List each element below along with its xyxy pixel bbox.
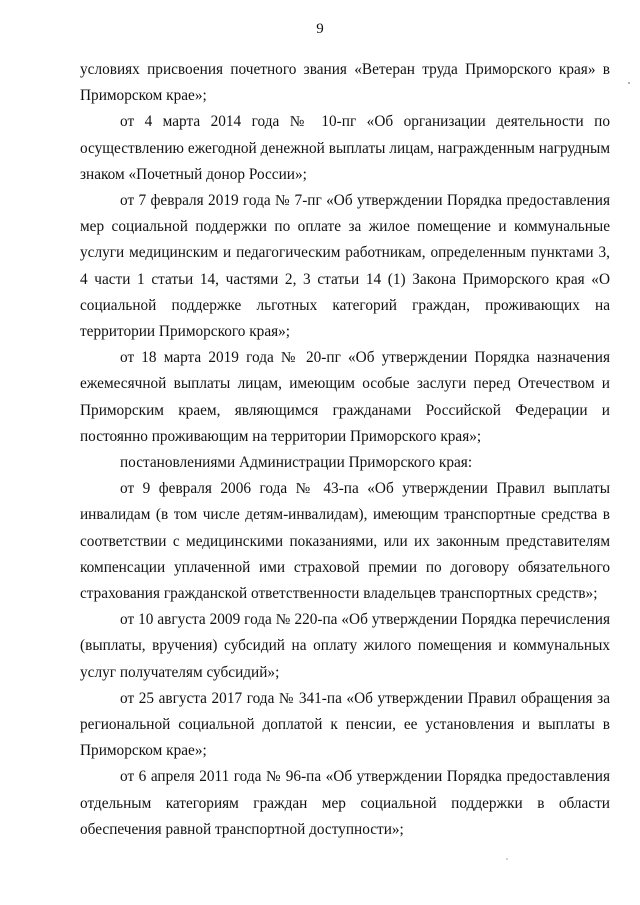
paragraph-resolution-43-pa: от 9 февраля 2006 года № 43-па «Об утверждении Правил выплаты инвалидам (в том числе детям-инвалидам), имеющим транспортные средства в соответствии с медицинскими показаниями, или их законным представителям компенсации уплаченной ими страховой премии по договору обязательного страхования гражданской ответственности владельцев транспортных средств»; [80, 480, 610, 603]
paragraph-decree-20-pg: от 18 марта 2019 года № 20-пг «Об утверждении Порядка назначения ежемесячной выплаты лицам, имеющим особые заслуги перед Отечеством и Приморским краем, являющимся гражданами Российской Федерации и постоянно проживающим на территории Приморского края»; [80, 349, 610, 445]
page-number: 9 [316, 21, 324, 37]
paragraph-administration-resolutions-heading: постановлениями Администрации Приморского края: [120, 454, 473, 472]
paragraph-veteran-title-continuation: условиях присвоения почетного звания «Ветеран труда Приморского края» в Приморском крае»; [80, 61, 610, 105]
paragraph-resolution-220-pa: от 10 августа 2009 года № 220-па «Об утверждении Порядка перечисления (выплаты, вручения) субсидий на оплату жилого помещения и коммунальных услуг получателям субсидий»; [80, 611, 610, 681]
document-body [80, 57, 610, 843]
paragraph-decree-10-pg: от 4 марта 2014 года № 10-пг «Об организации деятельности по осуществлению ежегодной денежной выплаты лицам, награжденным нагрудным знаком «Почетный донор России»; [80, 113, 610, 183]
paragraph-resolution-341-pa: от 25 августа 2017 года № 341-па «Об утверждении Правил обращения за региональной социальной доплатой к пенсии, ее установления и выплаты в Приморском крае»; [80, 689, 610, 760]
paragraph-resolution-96-pa: от 6 апреля 2011 года № 96-па «Об утверждении Порядка предоставления отдельным категориям граждан мер социальной поддержки в области обеспечения равной транспортной доступности»; [80, 768, 610, 838]
paragraph-decree-7-pg: от 7 февраля 2019 года № 7-пг «Об утверждении Порядка предоставления мер социальной поддержки по оплате за жилое помещение и коммунальные услуги медицинским и педагогическим работникам, определенным пунктами 3, 4 части 1 статьи 14, частями 2, 3 статьи 14 (1) Закона Приморского края «О социальной поддержке льготных категорий граждан, проживающих на территории Приморского края»; [80, 192, 610, 341]
scan-artifact [506, 858, 508, 860]
scan-artifact [628, 82, 630, 84]
